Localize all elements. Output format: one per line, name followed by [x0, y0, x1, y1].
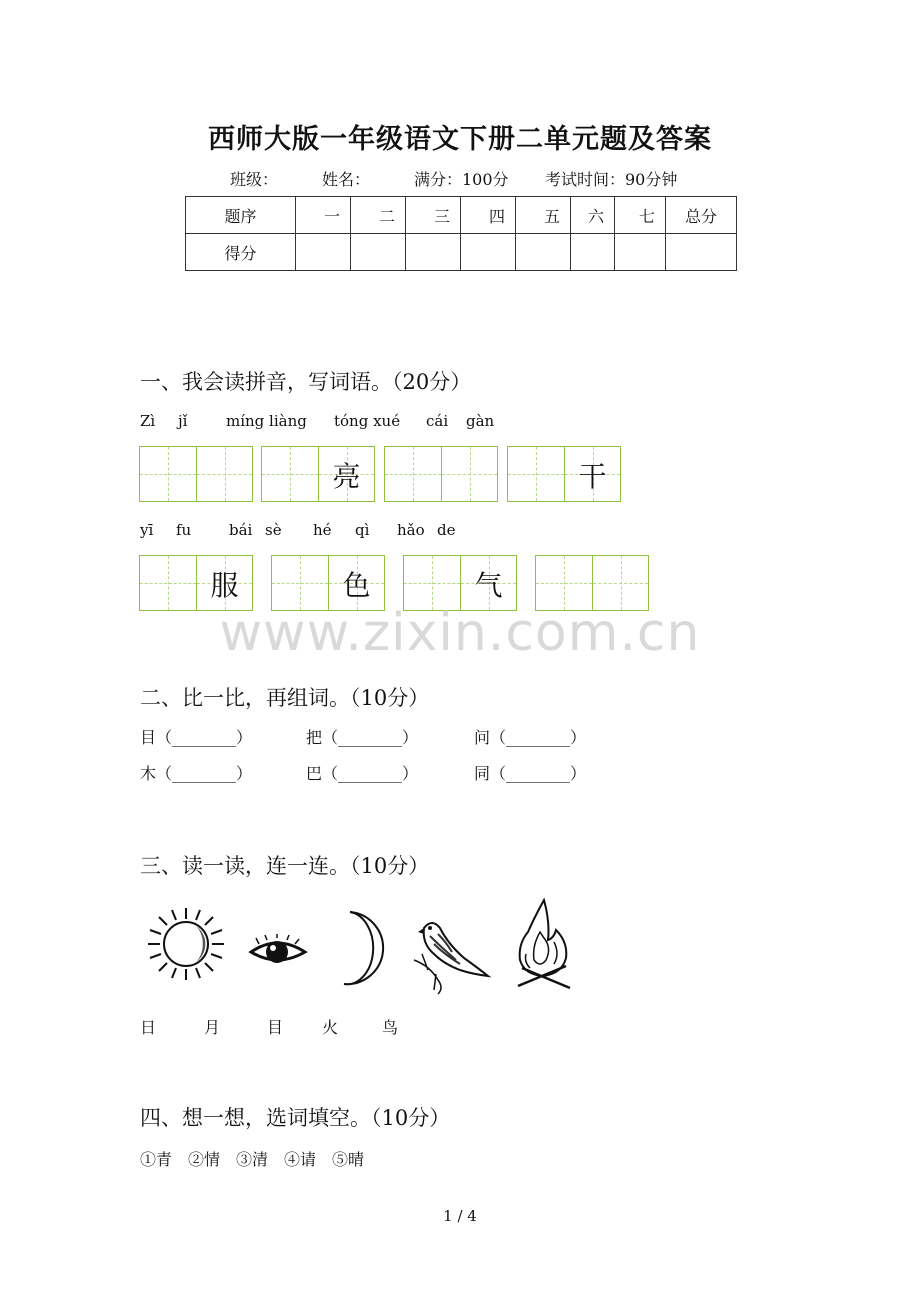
pinyin: hǎo	[397, 521, 425, 539]
score-cell[interactable]	[571, 234, 615, 271]
score-cell[interactable]	[296, 234, 351, 271]
writing-cell[interactable]	[536, 556, 592, 610]
score-cell[interactable]	[615, 234, 666, 271]
writing-cell[interactable]	[140, 447, 196, 501]
writing-cell[interactable]	[272, 556, 328, 610]
writing-cell[interactable]	[140, 556, 196, 610]
writing-cell[interactable]	[262, 447, 318, 501]
table-header-cell: 五	[516, 197, 571, 234]
fill-blank-item[interactable]: 同（________）	[474, 764, 587, 783]
writing-cell[interactable]	[508, 447, 564, 501]
writing-grid	[261, 446, 375, 502]
match-word[interactable]: 月	[204, 1018, 221, 1037]
writing-cell[interactable]	[404, 556, 460, 610]
section-2-heading: 二、比一比，再组词。（10分）	[140, 686, 430, 710]
fire-icon	[514, 898, 572, 992]
table-header-cell: 四	[461, 197, 516, 234]
table-header-cell: 七	[615, 197, 666, 234]
table-header-cell: 六	[571, 197, 615, 234]
pinyin: tóng xué	[334, 412, 401, 430]
pinyin: qì	[355, 521, 370, 539]
pinyin: bái	[229, 521, 253, 539]
fill-blank-item[interactable]: 把（________）	[306, 728, 419, 747]
fill-blank-item[interactable]: 巴（________）	[306, 764, 419, 783]
writing-cell[interactable]	[196, 447, 252, 501]
pinyin: yī	[140, 521, 154, 539]
pinyin: míng liàng	[226, 412, 307, 430]
pinyin: hé	[313, 521, 332, 539]
score-cell[interactable]	[461, 234, 516, 271]
table-header-cell: 二	[351, 197, 406, 234]
fill-blank-item[interactable]: 木（________）	[140, 764, 253, 783]
pinyin: de	[437, 521, 456, 539]
section-1-heading: 一、我会读拼音，写词语。（20分）	[140, 370, 472, 394]
writing-cell: 服	[196, 556, 252, 610]
writing-cell[interactable]	[592, 556, 648, 610]
page-title: 西师大版一年级语文下册二单元题及答案	[208, 124, 712, 155]
bird-icon	[408, 914, 492, 996]
pinyin: Zì	[140, 412, 156, 430]
writing-cell: 色	[328, 556, 384, 610]
pinyin: jǐ	[178, 412, 188, 430]
writing-cell: 气	[460, 556, 516, 610]
match-word[interactable]: 日	[140, 1018, 157, 1037]
pinyin: fu	[176, 521, 192, 539]
match-word[interactable]: 火	[322, 1018, 339, 1037]
score-cell[interactable]	[351, 234, 406, 271]
watermark: www.zixin.com.cn	[219, 603, 701, 663]
writing-grid	[139, 446, 253, 502]
score-table	[185, 196, 737, 271]
pinyin: cái	[426, 412, 449, 430]
score-cell[interactable]	[516, 234, 571, 271]
section-4-heading: 四、想一想，选词填空。（10分）	[140, 1106, 451, 1130]
writing-cell[interactable]	[385, 447, 441, 501]
table-header-cell: 题序	[186, 197, 296, 234]
writing-grid	[507, 446, 621, 502]
class-field-label: 班级：	[230, 170, 279, 189]
score-table-row	[186, 234, 737, 271]
score-row-label: 得分	[186, 234, 296, 271]
score-cell[interactable]	[406, 234, 461, 271]
match-word[interactable]: 鸟	[382, 1018, 399, 1037]
writing-cell[interactable]	[441, 447, 497, 501]
match-word[interactable]: 目	[267, 1018, 284, 1037]
pinyin: gàn	[466, 412, 495, 430]
page-number: 1 / 4	[443, 1207, 477, 1225]
writing-cell: 亮	[318, 447, 374, 501]
section-3-heading: 三、读一读，连一连。（10分）	[140, 854, 430, 878]
table-header-cell: 一	[296, 197, 351, 234]
score-table-header-row	[186, 197, 737, 234]
fill-blank-item[interactable]: 问（________）	[474, 728, 587, 747]
writing-grid	[384, 446, 498, 502]
exam-time-label: 考试时间：90分钟	[545, 170, 678, 189]
moon-icon	[338, 910, 390, 986]
pinyin: sè	[265, 521, 282, 539]
full-score-label: 满分：100分	[414, 170, 509, 189]
table-header-cell: 三	[406, 197, 461, 234]
fill-blank-item[interactable]: 目（________）	[140, 728, 253, 747]
sun-icon	[144, 906, 228, 982]
score-cell[interactable]	[666, 234, 737, 271]
eye-icon	[247, 934, 311, 970]
name-field-label: 姓名：	[322, 170, 371, 189]
word-options: ①青 ②情 ③清 ④请 ⑤晴	[140, 1150, 365, 1169]
writing-cell: 干	[564, 447, 620, 501]
table-header-cell: 总分	[666, 197, 737, 234]
